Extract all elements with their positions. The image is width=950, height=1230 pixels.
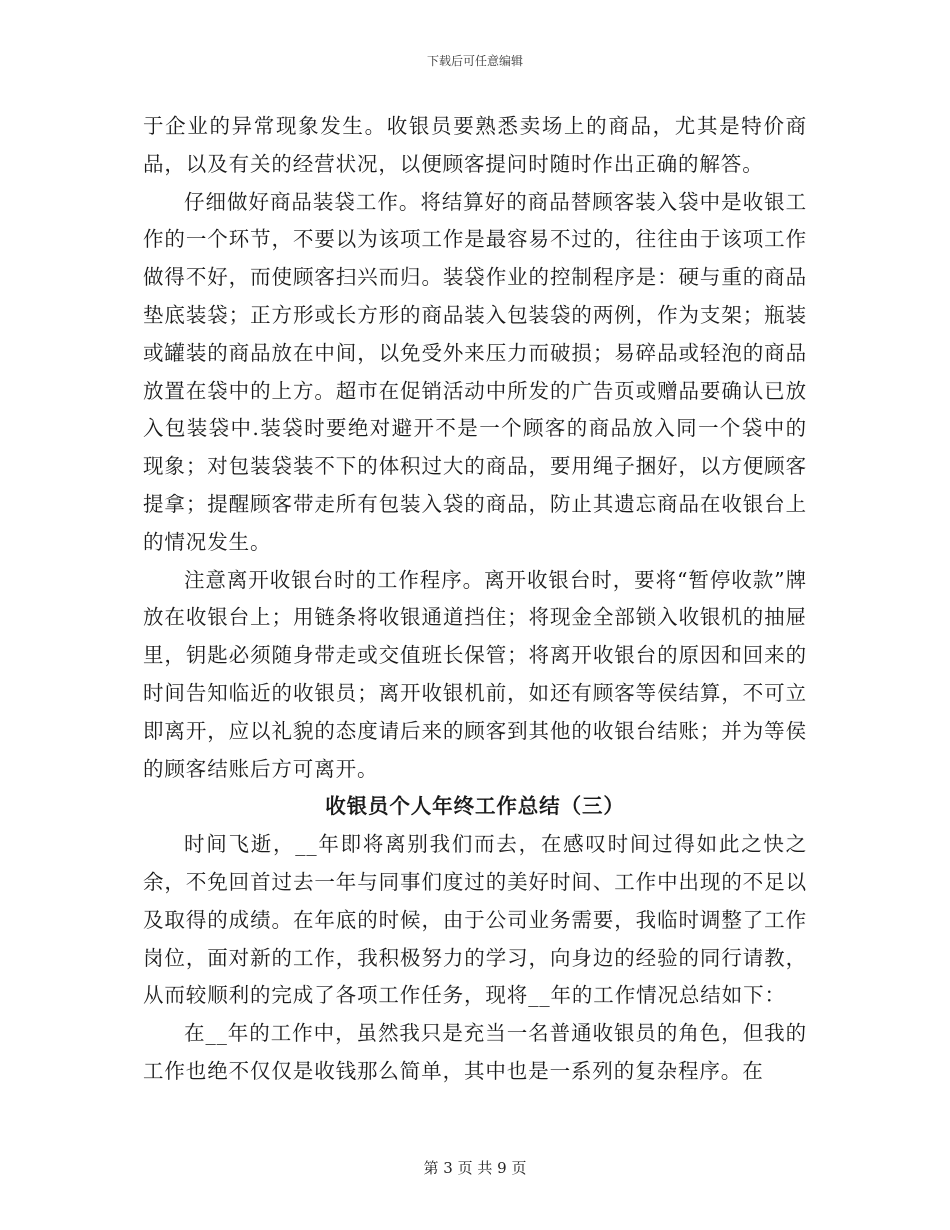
section-title: 收银员个人年终工作总结（三） bbox=[325, 794, 625, 819]
paragraph-1: 于企业的异常现象发生。收银员要熟悉卖场上的商品，尤其是特价商品，以及有关的经营状况，以便顾客提问时随时作出正确的解答。 bbox=[143, 114, 807, 176]
document-body bbox=[143, 108, 807, 1091]
paragraph-2: 仔细做好商品装袋工作。将结算好的商品替顾客装入袋中是收银工作的一个环节，不要以为该项工作是最容易不过的，往往由于该项工作做得不好，而使顾客扫兴而归。装袋作业的控制程序是：硬与重的商品垫底装袋；正方形或长方形的商品装入包装袋的两例，作为支架；瓶装或罐装的商品放在中间，以免受外来压力而破损；易碎品或轻泡的商品放置在袋中的上方。超市在促销活动中所发的广告页或赠品要确认已放入包装袋中.装袋时要绝对避开不是一个顾客的商品放入同一个袋中的现象；对包装袋装不下的体积过大的商品，要用绳子捆好，以方便顾客提拿；提醒顾客带走所有包装入袋的商品，防止其遗忘商品在收银台上的情况发生。 bbox=[143, 189, 807, 554]
page-header-note: 下载后可任意编辑 bbox=[426, 54, 523, 68]
paragraph-3: 注意离开收银台时的工作程序。离开收银台时，要将“暂停收款”牌放在收银台上；用链条将收银通道挡住；将现金全部锁入收银机的抽屉里，钥匙必须随身带走或交值班长保管；将离开收银台的原因和回来的时间告知临近的收银员；离开收银机前，如还有顾客等侯结算，不可立即离开，应以礼貌的态度请后来的顾客到其他的收银台结账；并为等侯的顾客结账后方可离开。 bbox=[143, 567, 807, 781]
page-number: 第 3 页 共 9 页 bbox=[423, 1159, 527, 1177]
paragraph-4: 时间飞逝，__年即将离别我们而去，在感叹时间过得如此之快之余，不免回首过去一年与同事们度过的美好时间、工作中出现的不足以及取得的成绩。在年底的时候，由于公司业务需要，我临时调整了工作岗位，面对新的工作，我积极努力的学习，向身边的经验的同行请教，从而较顺利的完成了各项工作任务，现将__年的工作情况总结如下： bbox=[143, 832, 807, 1008]
paragraph-5: 在__年的工作中，虽然我只是充当一名普通收银员的角色，但我的工作也绝不仅仅是收钱那么简单，其中也是一系列的复杂程序。在 bbox=[143, 1021, 807, 1083]
